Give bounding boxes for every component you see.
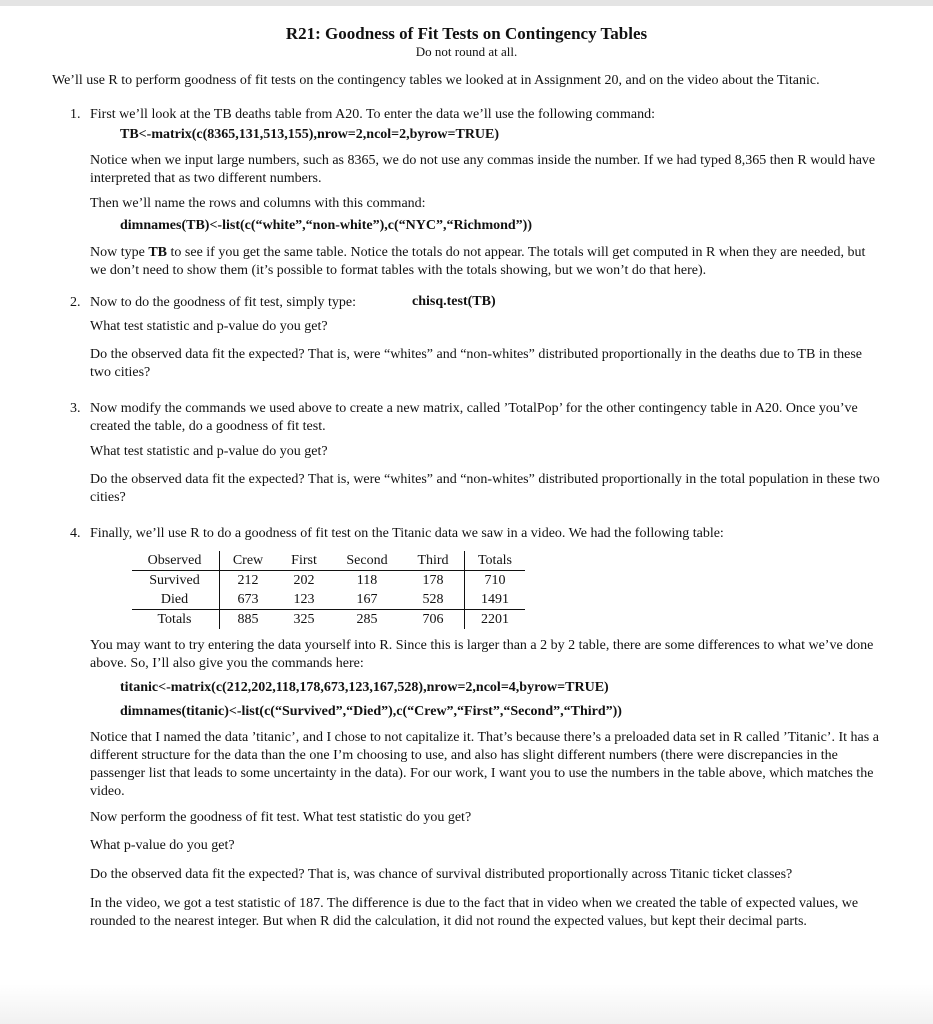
q4-data-entry-note: You may want to try entering the data yourself into R. Since this is larger than a 2 by 2 table, there are some differences to what we’ve done above. So, I’ll also give you the commands here: (90, 638, 874, 671)
table-cell: Totals (132, 610, 220, 630)
q4-question-fit: Do the observed data fit the expected? That is, was chance of survival distributed proportionally across Titanic ticket classes? (90, 867, 793, 882)
table-row (132, 571, 525, 591)
table-row (132, 610, 525, 630)
table-row (132, 590, 525, 610)
table-cell: 706 (402, 610, 465, 630)
q2-question-stat: What test statistic and p-value do you get? (90, 319, 328, 334)
table-cell: 325 (293, 611, 315, 627)
q2-command: chisq.test(TB) (412, 294, 496, 309)
table-header-cell: Totals (465, 551, 526, 571)
table-cell: 885 (237, 611, 259, 627)
q1-command-dimnames: dimnames(TB)<-list(c(“white”,“non-white”),c(“NYC”,“Richmond”)) (120, 218, 533, 233)
q3-number: 3. (70, 401, 81, 416)
table-cell: Died (132, 590, 220, 610)
table-cell: 118 (356, 572, 378, 588)
table-cell: 673 (220, 590, 277, 610)
table-header-cell: Crew (220, 551, 277, 571)
page-title: R21: Goodness of Fit Tests on Contingency Tables (285, 24, 648, 43)
table-header-cell: Second (332, 551, 402, 571)
table-header-cell: Observed (132, 551, 220, 571)
q3-question-fit: Do the observed data fit the expected? That is, were “whites” and “non-whites” distributed proportionally in the total population in these two cities? (90, 472, 880, 505)
q1-text: First we’ll look at the TB deaths table from A20. To enter the data we’ll use the following command: (90, 107, 655, 122)
table-header-cell: Third (402, 551, 465, 571)
table-cell: 285 (356, 611, 378, 627)
titanic-table (132, 551, 525, 629)
top-edge (0, 0, 933, 6)
table-cell: 178 (402, 571, 465, 591)
q2-number: 2. (70, 295, 81, 310)
q1-type-tb-note: Now type TB to see if you get the same table. Notice the totals do not appear. The totals will get computed in R when they are needed, but we don’t need to show them (it’s possible to format tables with the totals showing, but we won’t do that here). (90, 245, 866, 278)
table-cell: 528 (402, 590, 465, 610)
table-cell: 167 (332, 590, 402, 610)
q3-text: Now modify the commands we used above to create a new matrix, called ’TotalPop’ for the other contingency table in A20. Once you’ve created the table, do a goodness of fit test. (90, 401, 858, 434)
q4-naming-note: Notice that I named the data ’titanic’, and I chose to not capitalize it. That’s because there’s a preloaded data set in R called ’Titanic’. It has a different structure for the data than the one I’m choosing to use, and also has slight different numbers (there were discrepancies in the passenger list that leads to some uncertainty in the data). For our work, I want you to use the numbers in the table above, which matches the video. (90, 730, 879, 799)
q4-video-note: In the video, we got a test statistic of 187. The difference is due to the fact that in video when we created the table of expected values, we rounded to the nearest integer. But when R did the calculation, it did not round the expected values, but kept their decimal parts. (90, 896, 859, 929)
q4-number: 4. (70, 526, 81, 541)
bottom-edge (0, 984, 933, 1024)
page-subtitle: Do not round at all. (415, 44, 518, 59)
table-cell: 2201 (481, 611, 509, 627)
table-header-row (132, 551, 525, 571)
q1-commas-note: Notice when we input large numbers, such as 8365, we do not use any commas inside the number. If we had typed 8,365 then R would have interpreted that as two different numbers. (90, 153, 876, 186)
table-header-cell: First (276, 551, 332, 571)
table-cell: 123 (276, 590, 332, 610)
q2-question-fit: Do the observed data fit the expected? That is, were “whites” and “non-whites” distributed proportionally in the deaths due to TB in these two cities? (90, 347, 862, 380)
table-cell: 1491 (465, 590, 526, 610)
q3-question-stat: What test statistic and p-value do you get? (90, 444, 328, 459)
q4-question-pvalue: What p-value do you get? (90, 838, 235, 853)
q4-command-matrix: titanic<-matrix(c(212,202,118,178,673,123,167,528),nrow=2,ncol=4,byrow=TRUE) (120, 680, 609, 695)
table-cell: 212 (237, 572, 259, 588)
q4-text: Finally, we’ll use R to do a goodness of fit test on the Titanic data we saw in a video. We had the following table: (90, 526, 724, 541)
intro-paragraph: We’ll use R to perform goodness of fit tests on the contingency tables we looked at in Assignment 20, and on the video about the Titanic. (52, 73, 820, 88)
q1-name-text: Then we’ll name the rows and columns with this command: (90, 196, 426, 211)
q4-command-dimnames: dimnames(titanic)<-list(c(“Survived”,“Died”),c(“Crew”,“First”,“Second”,“Third”)) (120, 704, 622, 719)
table-cell: 710 (484, 572, 506, 588)
table-cell: Survived (132, 571, 220, 591)
q4-question-stat: Now perform the goodness of fit test. What test statistic do you get? (90, 810, 472, 825)
q1-command-matrix: TB<-matrix(c(8365,131,513,155),nrow=2,ncol=2,byrow=TRUE) (120, 127, 500, 142)
q2-text: Now to do the goodness of fit test, simply type: (90, 295, 356, 310)
q1-number: 1. (70, 107, 81, 122)
table-cell: 202 (293, 572, 315, 588)
